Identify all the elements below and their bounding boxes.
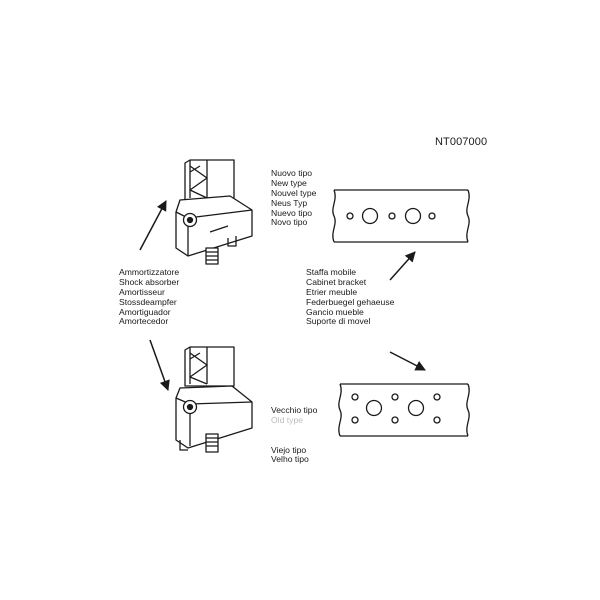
new-type-label-block (271, 169, 316, 228)
old-shock-absorber-drawing (176, 347, 252, 452)
shock-absorber-label: Amortisseur (119, 286, 165, 297)
cabinet-bracket-label: Gancio mueble (306, 306, 364, 317)
old-cabinet-bracket-strip (339, 384, 469, 436)
arrow-to-new-absorber (140, 201, 166, 250)
shock-absorber-label-block (119, 268, 179, 327)
new-type-label: Nuovo tipo (271, 168, 313, 178)
arrow-to-old-bracket (390, 352, 425, 370)
cabinet-bracket-label: Federbuegel gehaeuse (306, 296, 395, 307)
new-type-label: Nouvel type (271, 187, 317, 198)
cabinet-bracket-label-block (306, 268, 394, 327)
new-cabinet-bracket-strip (333, 190, 469, 242)
shock-absorber-label: Amortiguador (119, 306, 171, 317)
new-type-label: Novo tipo (271, 217, 308, 228)
new-shock-absorber-drawing (176, 160, 252, 264)
new-type-label: Neus Typ (271, 197, 308, 208)
old-type-label (271, 426, 317, 436)
cabinet-bracket-label: Cabinet bracket (306, 276, 367, 287)
part-code: NT007000 (435, 136, 488, 148)
old-type-label-block (271, 406, 317, 465)
old-type-label: Velho tipo (271, 454, 309, 465)
shock-absorber-label: Amortecedor (119, 316, 169, 327)
old-type-label: Vecchio tipo (271, 405, 318, 415)
new-type-label: New type (271, 177, 307, 188)
old-type-label: Old type (271, 414, 304, 425)
cabinet-bracket-label: Etrier meuble (306, 286, 358, 297)
shock-absorber-label: Stossdeampfer (119, 296, 177, 307)
cabinet-bracket-label: Suporte di movel (306, 316, 371, 327)
shock-absorber-label: Shock absorber (119, 276, 180, 287)
new-type-label: Nuevo tipo (271, 207, 313, 218)
cabinet-bracket-label: Staffa mobile (306, 267, 357, 277)
shock-absorber-label: Ammortizzatore (119, 267, 180, 277)
arrow-to-old-absorber (150, 340, 168, 390)
old-type-label: Viejo tipo (271, 444, 307, 455)
